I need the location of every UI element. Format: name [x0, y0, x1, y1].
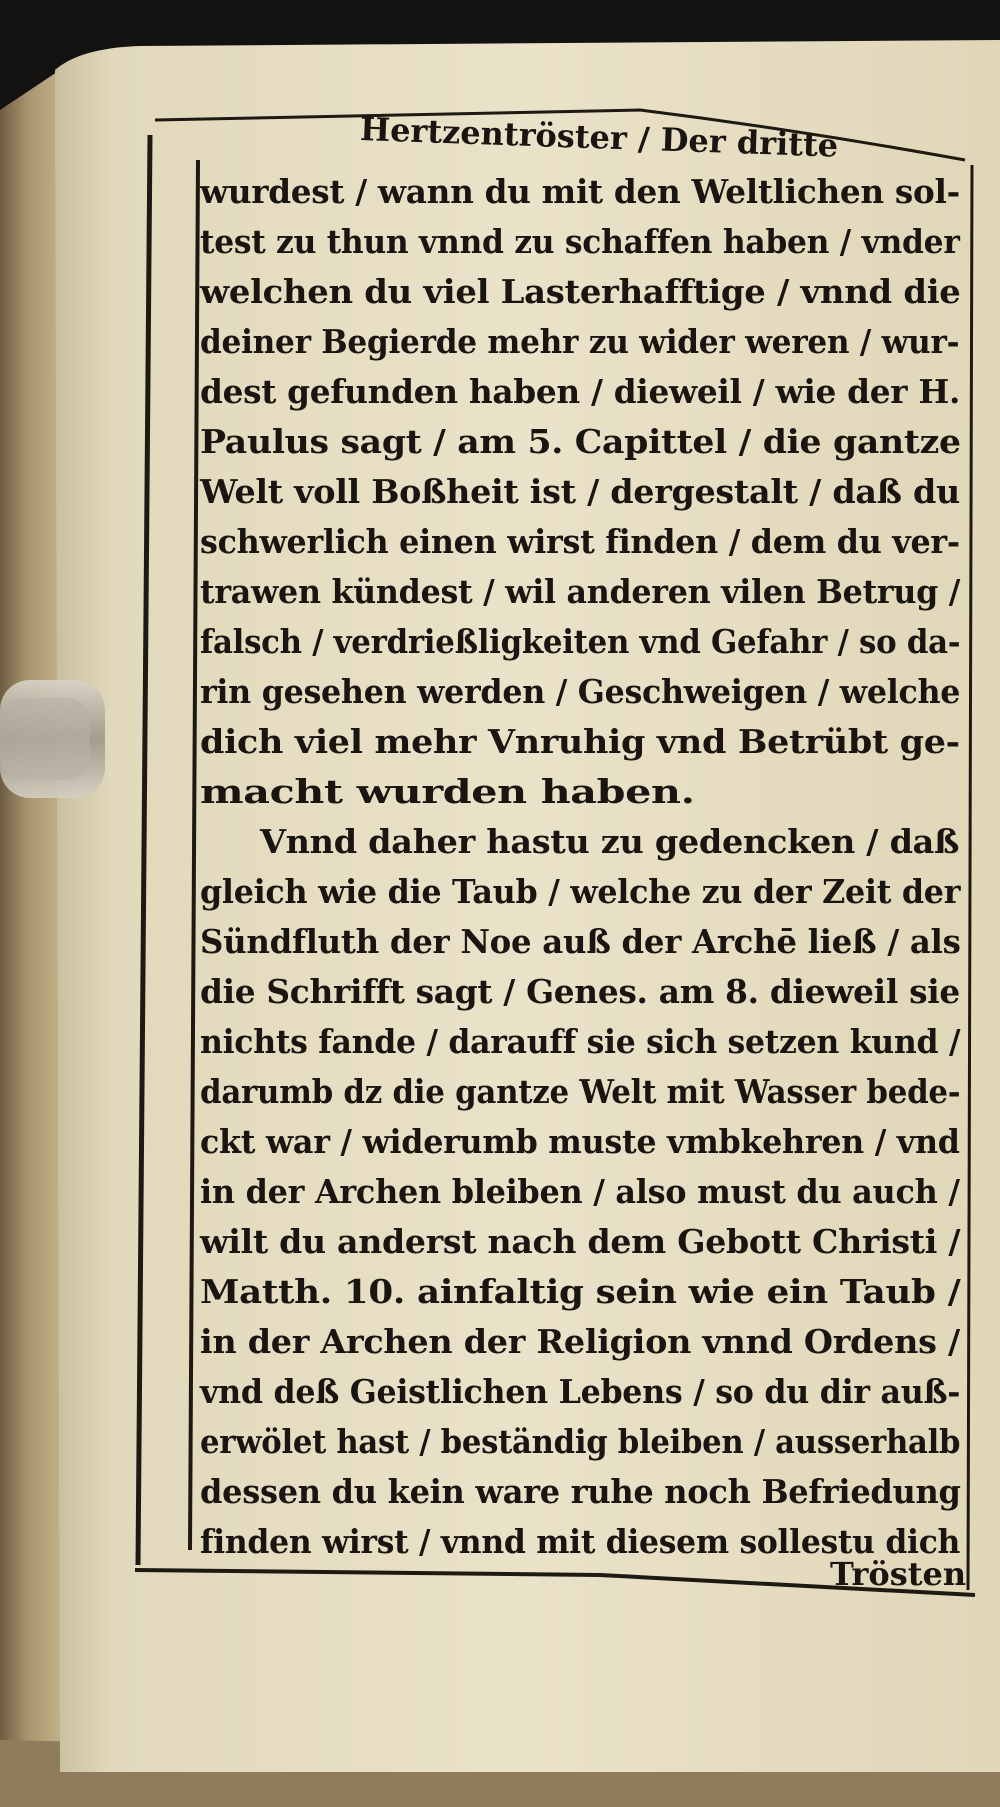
text-line: in der Archen der Religion vnnd Ordens / [200, 1322, 960, 1361]
page-text-block [200, 170, 960, 1570]
text-line: gleich wie die Taub / welche zu der Zeit der [200, 872, 961, 911]
text-line: wurdest / wann du mit den Weltlichen sol- [200, 172, 960, 211]
text-line: macht wurden haben. [200, 772, 695, 811]
text-line: schwerlich einen wirst finden / dem du ver- [200, 522, 960, 561]
text-line: die Schrifft sagt / Genes. am 8. dieweil sie [200, 972, 960, 1011]
text-line: darumb dz die gantze Welt mit Wasser bede- [200, 1072, 961, 1111]
text-line: trawen kündest / wil anderen vilen Betrug / [200, 572, 961, 611]
text-line: dessen du kein ware ruhe noch Befriedung [200, 1472, 961, 1511]
text-line: vnd deß Geistlichen Lebens / so du dir auß- [200, 1372, 961, 1411]
text-line: wilt du anderst nach dem Gebott Christi / [200, 1222, 961, 1261]
text-line: Vnnd daher hastu zu gedencken / daß [260, 822, 960, 861]
text-line: welchen du viel Lasterhafftige / vnnd die [200, 272, 961, 311]
running-head: Hertzentröster / Der dritte [359, 110, 839, 165]
text-line: in der Archen bleiben / also must du auch / [200, 1172, 960, 1211]
text-line: Paulus sagt / am 5. Capittel / die gantze [200, 422, 961, 461]
text-line: test zu thun vnnd zu schaffen haben / vnder [200, 222, 960, 261]
text-line: deiner Begierde mehr zu wider weren / wur- [200, 322, 960, 361]
text-line: dest gefunden haben / dieweil / wie der H. [200, 372, 961, 411]
text-line: Welt voll Boßheit ist / dergestalt / daß du [200, 472, 961, 511]
text-line: erwölet hast / beständig bleiben / ausserhalb [200, 1422, 961, 1461]
text-line: rin gesehen werden / Geschweigen / welche [200, 672, 961, 711]
text-line: ckt war / widerumb muste vmbkehren / vnd [200, 1122, 960, 1161]
text-line: falsch / verdrießligkeiten vnd Gefahr / so da- [200, 622, 961, 661]
text-line: Matth. 10. ainfaltig sein wie ein Taub / [200, 1272, 961, 1311]
catchword: Trösten [830, 1555, 967, 1593]
text-line: finden wirst / vnnd mit diesem sollestu dich [200, 1522, 961, 1561]
text-line: dich viel mehr Vnruhig vnd Betrübt ge- [200, 722, 960, 761]
text-line: nichts fande / darauff sie sich setzen kund / [200, 1022, 961, 1061]
text-line: Sündfluth der Noe auß der Archē ließ / als [200, 922, 961, 961]
